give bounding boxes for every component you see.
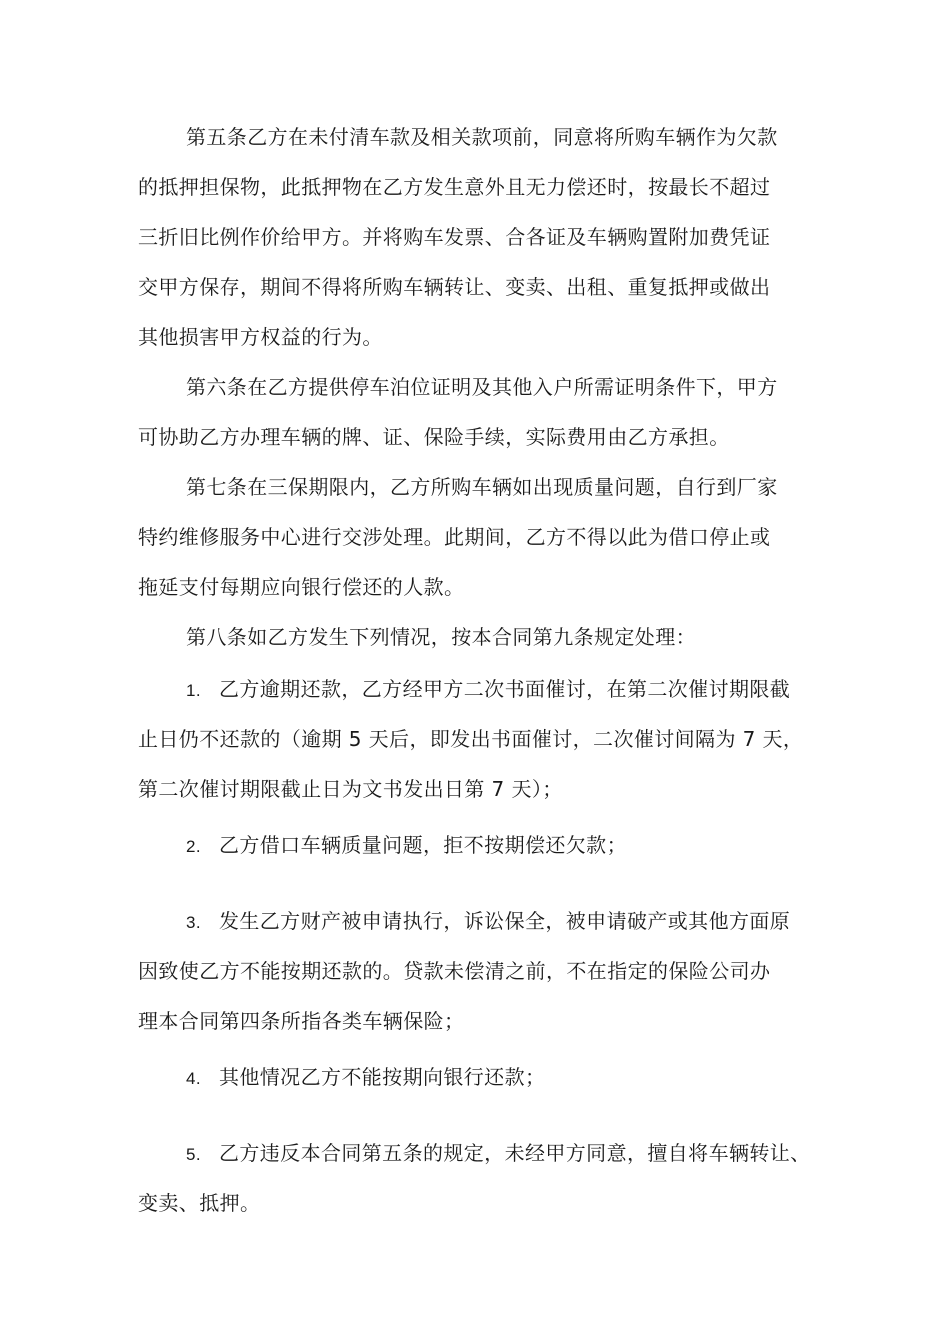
article8-line-1: 第八条如乙方发生下列情况，按本合同第九条规定处理： [186,625,696,649]
list-item-3-number: 3. [186,913,201,932]
list-item-1-line-1 [186,676,790,704]
list-item-3-line-3: 理本合同第四条所指各类车辆保险； [138,1009,465,1033]
list-item-2-line-1 [186,832,627,860]
article5-line-4: 交甲方保存，期间不得将所购车辆转让、变卖、出租、重复抵押或做出 [138,275,771,299]
list-item-3-text: 发生乙方财产被申请执行，诉讼保全，被申请破产或其他方面原 [218,909,791,933]
list-item-4-number: 4. [186,1069,201,1088]
article7-line-3: 拖延支付每期应向银行偿还的人款。 [138,575,465,599]
article5-line-5: 其他损害甲方权益的行为。 [138,325,383,349]
list-item-4-text: 其他情况乙方不能按期向银行还款； [218,1065,546,1089]
list-item-1-line-3: 第二次催讨期限截止日为文书发出日第 7 天）； [138,777,563,801]
article6-line-1: 第六条在乙方提供停车泊位证明及其他入户所需证明条件下，甲方 [186,375,778,399]
list-item-4-line-1 [186,1064,545,1092]
list-item-1-text: 乙方逾期还款，乙方经甲方二次书面催讨，在第二次催讨期限截 [218,677,791,701]
article5-line-2: 的抵押担保物，此抵押物在乙方发生意外且无力偿还时，按最长不超过 [138,175,771,199]
list-item-1-line-2: 止日仍不还款的（逾期 5 天后，即发出书面催讨，二次催讨间隔为 7 天， [138,727,804,751]
list-item-1-number: 1. [186,681,201,700]
list-item-5-text: 乙方违反本合同第五条的规定，未经甲方同意，擅自将车辆转让、 [218,1141,811,1165]
list-item-3-line-2: 因致使乙方不能按期还款的。贷款未偿清之前，不在指定的保险公司办 [138,959,771,983]
article5-line-3: 三折旧比例作价给甲方。并将购车发票、合各证及车辆购置附加费凭证 [138,225,771,249]
list-item-2-number: 2. [186,837,201,856]
list-item-5-line-1 [186,1140,811,1168]
list-item-3-line-1 [186,908,790,936]
list-item-2-text: 乙方借口车辆质量问题，拒不按期偿还欠款； [218,833,627,857]
list-item-5-line-2: 变卖、抵押。 [138,1191,261,1215]
article7-line-2: 特约维修服务中心进行交涉处理。此期间，乙方不得以此为借口停止或 [138,525,771,549]
list-item-5-number: 5. [186,1145,201,1164]
article5-line-1: 第五条乙方在未付清车款及相关款项前，同意将所购车辆作为欠款 [186,125,778,149]
article6-line-2: 可协助乙方办理车辆的牌、证、保险手续，实际费用由乙方承担。 [138,425,730,449]
article7-line-1: 第七条在三保期限内，乙方所购车辆如出现质量问题，自行到厂家 [186,475,778,499]
